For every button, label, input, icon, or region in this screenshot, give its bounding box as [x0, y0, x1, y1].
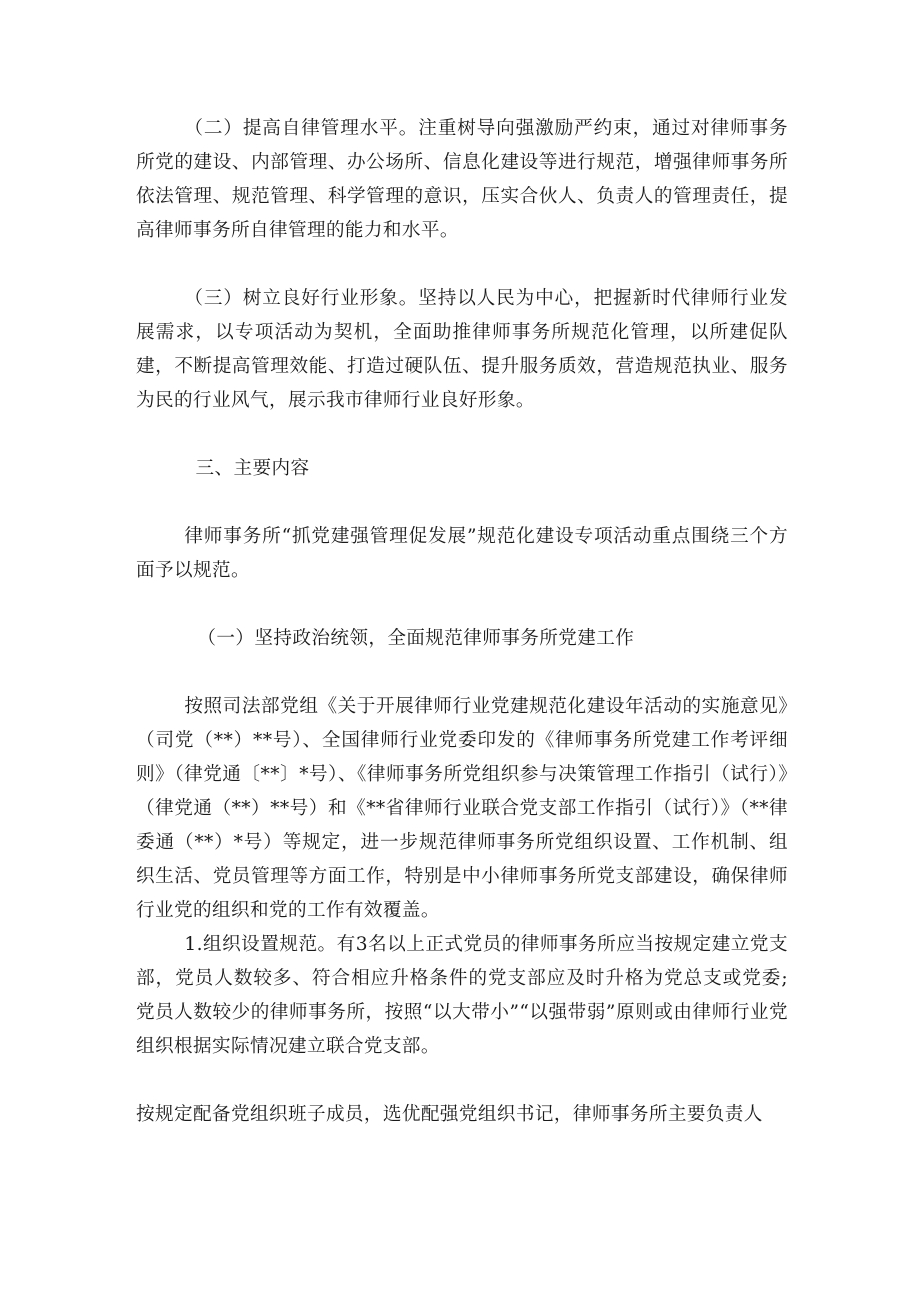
section-heading-main-content: 三、主要内容 — [195, 458, 310, 479]
paragraph-leadership-staffing: 按规定配备党组织班子成员，选优配强党组织书记，律师事务所主要负责人 — [136, 1104, 763, 1125]
paragraph-self-discipline: （二）提高自律管理水平。注重树导向强激励严约束，通过对律师事务所党的建设、内部管理、办公场所、信息化建设等进行规范，增强律师事务所依法管理、规范管理、科学管理的意识，压实合伙人、负责人的管理责任，提高律师事务所自律管理的能力和水平。 — [136, 118, 788, 241]
paragraph-activity-intro: 律师事务所“抓党建强管理促发展”规范化建设专项活动重点围绕三个方面予以规范。 — [136, 526, 788, 581]
paragraph-industry-image: （三）树立良好行业形象。坚持以人民为中心，把握新时代律师行业发展需求，以专项活动为契机，全面助推律师事务所规范化管理，以所建促队建，不断提高管理效能、打造过硬队伍、提升服务质效，营造规范执业、服务为民的行业风气，展示我市律师行业良好形象。 — [136, 288, 788, 411]
paragraph-party-building-regulations: 按照司法部党组《关于开展律师行业党建规范化建设年活动的实施意见》（司党（**）**号）、全国律师行业党委印发的《律师事务所党建工作考评细则》（律党通〔**〕*号）、《律师事务所党组织参与决策管理工作指引（试行）》（律党通（**）**号）和《**省律师行业联合党支部工作指引（试行）》（**律委通（**）*号）等规定，进一步规范律师事务所党组织设置、工作机制、组织生活、党员管理等方面工作，特别是中小律师事务所党支部建设，确保律师行业党的组织和党的工作有效覆盖。 — [136, 696, 788, 921]
subsection-heading-party-building: （一）坚持政治统领，全面规范律师事务所党建工作 — [197, 628, 635, 649]
paragraph-organization-setup: 1.组织设置规范。有3名以上正式党员的律师事务所应当按规定建立党支部，党员人数较多、符合相应升格条件的党支部应及时升格为党总支或党委;党员人数较少的律师事务所，按照“以大带小”“以强带弱”原则或由律师行业党组织根据实际情况建立联合党支部。 — [136, 934, 788, 1057]
